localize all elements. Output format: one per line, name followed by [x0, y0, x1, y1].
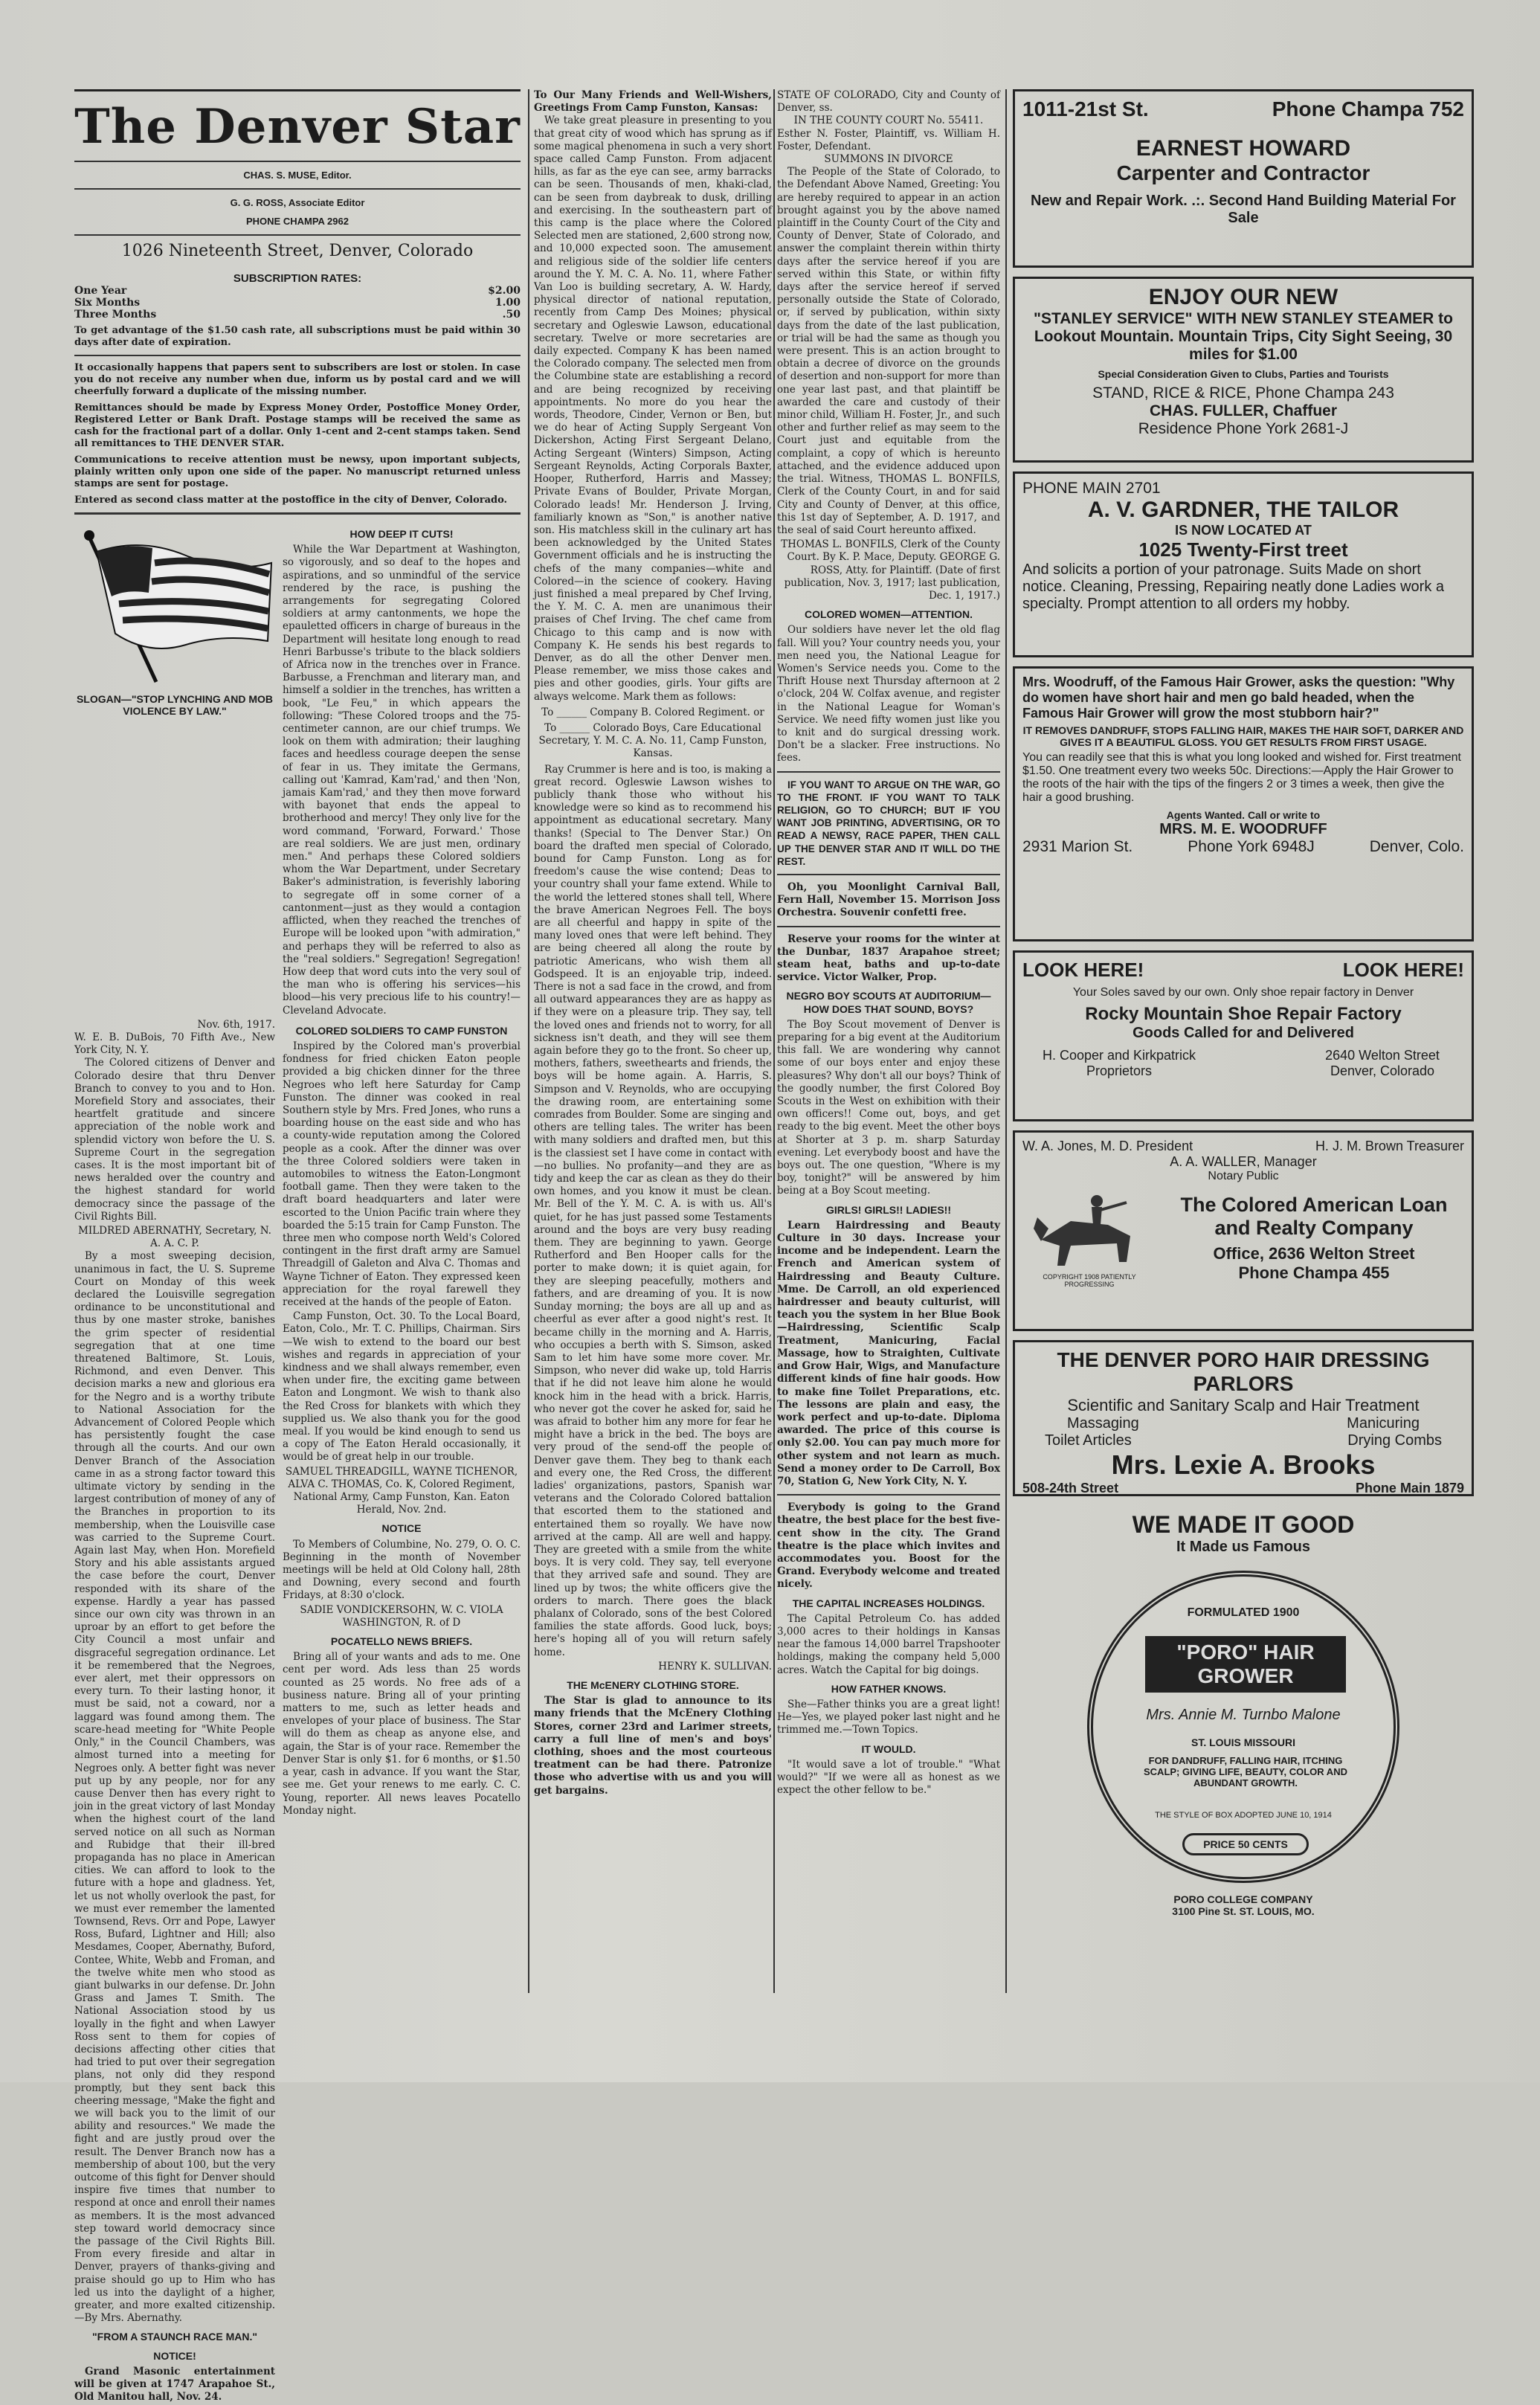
ad-row — [1022, 1415, 1464, 1432]
sub-label: Three Months — [74, 309, 157, 321]
sub-note: To get advantage of the $1.50 cash rate, all subscriptions must be paid within 30 days after date of expiration. — [74, 325, 521, 348]
article-body: The Boy Scout movement of Denver is preparing for a big event at the Auditorium this fall. We are wondering why cannot some of our boys enter and enjoy these pleasures? Why don't all our boys? Think of the goodly number, the first Colored Boy Scouts in the West on exhibition with their own officers!! Come out, boys, and get ready to the big event. Meet the other boys at Shorter at 3 p. m. sharp Saturday evening. Let everybody boost and have the boys out. The one question, "Where is my boy, tonight?" will be answered by him being at a Boy Scout meeting. — [777, 1018, 1000, 1197]
ad-intro: Mrs. Woodruff, of the Famous Hair Grower, asks the question: "Why do women have short hair and men go bald headed, when the Famous Hair Grower will grow the most stubborn hair?" — [1022, 675, 1455, 721]
article-body: She—Father thinks you are a great light! He—Yes, we played poker last night and he trimmed me.—Town Topics. — [777, 1698, 1000, 1736]
ad-row — [1022, 838, 1464, 856]
column-rule — [773, 89, 775, 1993]
ad-name: The Colored American Loan and Realty Company — [1180, 1193, 1448, 1239]
sub-price: .50 — [502, 309, 521, 321]
ad-phone: Phone Champa 455 — [1238, 1263, 1390, 1282]
ad-poro-parlors — [1013, 1340, 1474, 1496]
seal-use: FOR DANDRUFF, FALLING HAIR, ITCHING SCALP; GIVING LIFE, BEAUTY, COLOR AND ABUNDANT GROWTH. — [1144, 1755, 1347, 1789]
column-ads — [1013, 89, 1474, 2053]
ad-l1: Scientific and Sanitary Scalp and Hair Treatment — [1067, 1396, 1420, 1414]
ad-h5: CHAS. FULLER, Chaffuer — [1150, 402, 1337, 419]
ad-h6: Residence Phone York 2681-J — [1138, 420, 1349, 437]
article-body: Inspired by the Colored man's proverbial fondness for fried chicken Eaton people provided a big chicken dinner for the three Negroes who left here Saturday for Camp Funston. The dinner was cooked in real Southern style by Mrs. Fred Jones, who runs a boarding house on the east side and who has a county-wide reputation among the Colored people as a cook. After the dinner was over the three Colored soldiers were taken in automobiles to witness the Eaton-Longmont football game. Then they were taken to the draft board headquarters and later were escorted to the Union Pacific train where they boarded the 5:15 train for Camp Funston. The three men who compose north Weld's Colored contingent in the first draft army are Samuel Threadgill of Galeton and Alva C. Thomas and Wayne Tichner of Eaton. They expressed keen appreciation for the royal farewell they received at the hands of the people of Eaton. — [283, 1040, 521, 1308]
ad-name: EARNEST HOWARD — [1135, 136, 1351, 161]
ad-copyright: COPYRIGHT 1908 PATIENTLY PROGRESSING — [1043, 1273, 1136, 1288]
notice-heading: NOTICE! — [153, 2349, 196, 2362]
ad-loan-art — [1022, 1188, 1156, 1288]
ad-h2: It Made us Famous — [1176, 1539, 1311, 1555]
american-flag-icon — [74, 522, 275, 686]
flag-caption: SLOGAN—"STOP LYNCHING AND MOB VIOLENCE BY LAW." — [76, 693, 274, 717]
sub-price: $2.00 — [488, 285, 521, 297]
legal-parties: Esther N. Foster, Plaintiff, vs. William H. Foster, Defendant. — [777, 127, 1000, 152]
sub-label: Six Months — [74, 297, 141, 309]
masthead-editor: CHAS. S. MUSE, Editor. — [243, 170, 352, 181]
ad-treas: H. J. M. Brown Treasurer — [1315, 1139, 1464, 1153]
ad-h3: Special Consideration Given to Clubs, Parties and Tourists — [1098, 368, 1389, 380]
sub-p3: Communications to receive attention must be newsy, upon important subjects, plainly written only upon one side of the paper. No manuscript returned unless stamps are sent for postage. — [74, 454, 521, 489]
seal-city: ST. LOUIS MISSOURI — [1191, 1736, 1295, 1748]
closing-line: "FROM A STAUNCH RACE MAN." — [92, 2331, 257, 2343]
ad-name: Rocky Mountain Shoe Repair Factory — [1085, 1004, 1402, 1024]
ad-agents: Agents Wanted. Call or write to — [1166, 809, 1321, 821]
ad-right: 2640 Welton Street Denver, Colorado — [1325, 1048, 1440, 1078]
notice-heading: NOTICE — [381, 1522, 422, 1535]
ad-phone: Phone Champa 752 — [1272, 97, 1464, 120]
legal-body: The People of the State of Colorado, to the Defendant Above Named, Greeting: You are hereby required to appear in an action brought against you by the above named plaintiff in the County Court of the City and County of Denver, State of Colorado, and answer the complaint therein within thirty days after the service hereof if you are served within this State, or within fifty days after the service hereof if served personally outside the State of Colorado, or, if served by publication, within sixty days from the date of the last publication, or trial will be had the same as though you were present. This is an action brought to obtain a decree of divorce on the grounds of desertion and non-support for more than one year last past, and that plaintiff be awarded the care and custody of their minor child, William H. Foster, Jr., and such other and further relief as may seem to the Court just and equitable from the complaint, a copy of which is hereunto attached, and the evidence adduced upon the trial. Witness, THOMAS L. BONFILS, Clerk of the County Court, in and for said City and County of Denver, at this office, this 1st day of September, A. D. 1917, and the seal of said Court hereunto affixed. — [777, 166, 1000, 536]
sub-label: One Year — [74, 285, 127, 297]
sub-row — [74, 297, 521, 309]
ad-h1: ENJOY OUR NEW — [1148, 285, 1338, 309]
masthead-title: The Denver Star — [74, 99, 521, 155]
ad-row — [1022, 1139, 1464, 1154]
column-3 — [777, 89, 1000, 2008]
article-heading: HOW DEEP IT CUTS! — [349, 528, 454, 540]
ad-left: H. Cooper and Kirkpatrick Proprietors — [1042, 1048, 1196, 1078]
ad-stanley — [1013, 277, 1474, 463]
masthead — [74, 89, 521, 260]
ad-loc: IS NOW LOCATED AT — [1175, 523, 1312, 538]
sub-p4: Entered as second class matter at the postoffice in the city of Denver, Colorado. — [74, 495, 508, 506]
ad-phone: PHONE MAIN 2701 — [1022, 480, 1161, 497]
seal-price: PRICE 50 CENTS — [1182, 1833, 1309, 1855]
col1-lower — [74, 1019, 521, 2405]
notice-signers: SADIE VONDICKERSOHN, W. C. VIOLA WASHINGTON, R. of D — [300, 1603, 503, 1629]
ad-addr: 508-24th Street — [1022, 1481, 1119, 1496]
ad-body: And solicits a portion of your patronage. Suits Made on short notice. Cleaning, Pressing, Repairing neatly done Ladies work a specialty. Prompt attention to all orders my hobby. — [1022, 561, 1445, 612]
article-heading: IT WOULD. — [861, 1742, 916, 1755]
argue-notice: IF YOU WANT TO ARGUE ON THE WAR, GO TO THE FRONT. IF YOU WANT TO TALK RELIGION, GO TO CHURCH; BUT IF YOU WANT JOB PRINTING, ADVERTISING, OR TO READ A NEWSY, RACE PAPER, THEN CALL UP THE DENVER STAR AND IT WILL DO THE REST. — [777, 779, 1000, 867]
ad-addr: 1025 Twenty-First treet — [1138, 538, 1348, 561]
subscription-heading: SUBSCRIPTION RATES: — [233, 272, 362, 285]
ad-poro-grower — [1013, 1505, 1474, 1944]
article-body: Learn Hairdressing and Beauty Culture in 30 days. Increase your income and be independent. Learn the French and American system of Hairdressing and Beauty Culture. Mme. De Carroll, an old experienced hairdresser and beauty culturist, will teach you the system in her Blue Book—Hairdressing, Scientific Scalp Treatment, Manicuring, Facial Massage, how to Straighten, Cultivate and Grow Hair, Wigs, and Manufacture different kinds of fine hair goods. How to make fine Toilet Preparations, etc. The lessons are plain and easy, the work perfect and up-to-date. Diploma awarded. The price of this course is only $2.00. You can pay much more for other system and not learn as much. Send a money order to De Carroll, Box 70, Station G, New York City, N. Y. — [777, 1219, 1000, 1487]
ad-name: A. V. GARDNER, THE TAILOR — [1087, 498, 1399, 522]
column-rule — [528, 89, 529, 1993]
ad-addr: 3100 Pine St. ST. LOUIS, MO. — [1172, 1905, 1315, 1917]
article-body: Ray Crummer is here and is too, is making a great record. Ogleswie Lawson wishes to publicly thank those who without his knowledge were so kind as to recommend his appointment as educational secretary. Many thanks! (Special to The Denver Star.) On board the drafted men special of Colorado, bound for Camp Funston. Long as for freedom's cause the wise contend; Deas to your country shall your fame extend. While to the world the lettered stones shall tell, Where the brave American Negroes Fell. The boys are all cheerful and happy in spite of the many loved ones that were left behind. They are being cheered all along the route by patriotic Americans, who wish them all Godspeed. It is an enjoyable trip, indeed. There is not a sad face in the crowd, and from all outward appearances they are as happy as if they were on a pleasure trip. They say, tell the loved ones and friends not to worry, for all sickness isn't death, and they will see them again before they go to the front. So cheer up, mothers, fathers, sweethearts and friends, the boys will be home again. A. Harris, S. Simpson and V. Reynolds, who are occupying the drawing room, are entertaining some comrades from Boulder. Some are singing and others are telling tales. The writer has been with many soldiers and drafted men, but this is the classiest set I have come in contact with—no bullies. No profanity—and they are as tidy and keep the car as clean as they do their own homes, and you know it must be clean. Mr. Bell of the Y. M. C. A. is with us. All's quiet, for he has just passed some Testaments around and the boys are very busy reading them. They are beginning to yawn. George Rutherford and Ben Hooper calls for the porter to make down; it is quiet again, for they are sleeping peacefully, mothers and fathers, and are dreaming of you. It is now Sunday morning; the boys are all up and as cheerful as ever after a good night's rest. It became chilly in the morning and A. Harris, who occupies a berth with S. Simson, asked Sam to let him have some more cover. Mr. Simpson, who never did wake up, told Harris that if he did not leave him alone he would knock him in the head with a brick. Harris, who never got the cover he asked for, said he was afraid to bother him any more for fear he might have a brick in the bed. The boys are very proud of the send-off the people of Denver gave them. They beg to thank each and every one, the Red Cross, the different ladies' organizations, pastors, Spanish war veterans and the Colorado Colored battalion that escorted them to the stationed and entertained them so royally. We have now arrived at the camp. All are well and happy. They are greeted with a smile from the white boys. It is very cold. They say, tell everyone that they arrived safe and sound. They are lined up by twos; the white officers give the orders to march. There goes the black phalanx of Colorado, sons of the best Colored families the state affords. Good luck, boys; here's hoping all of you will return safely home. — [534, 763, 772, 1658]
letter-date: Nov. 6th, 1917. — [197, 1018, 275, 1031]
article-heading: POCATELLO NEWS BRIEFS. — [330, 1635, 473, 1648]
legal-sign: THOMAS L. BONFILS, Clerk of the County Court. By K. P. Mace, Deputy. GEORGE G. ROSS, Atty. for Plaintiff. (Date of first publication, Nov. 3, 1917; last publication, Dec. 1, 1917.) — [781, 538, 1000, 602]
article-body: We take great pleasure in presenting to you that great city of wood which has sprung as if some magical phenomena in such a very short space called Camp Funston. From adjacent hills, as far as the eye can see, army barracks can be seen. Thousands of men, khaki-clad, can be seen from daybreak to dusk, drilling and exercising. In the southeastern part of this camp is the place where the Colored Selected men are stationed, 2,600 strong now, and 10,000 expected soon. The amusement and religious side of the soldier life centers around the Y. M. C. A. No. 11, where Father Van Loo is building secretary, A. W. Hardy, physical director of national reputation, recently from Camp Des Moines; physical secretary and Ogleswie Lawson, educational secretary. Twelve or more secretaries are daily expected. Company K has been named the Colorado company. The selected men from the Columbine state are establishing a record and are being recognized by receiving appointments. No more do you hear the words, Theodore, Cinder, Vernon or Ben, but we do hear of Acting Supply Sergeant Von Dickershon, Acting First Sergeant Delano, Acting Sergeant (Winters) Simpson, Acting Sergeant Reynolds, Acting Corporals Baxter, Hooper, Rutherford, Harris and Massey; Private Evans of Boulder, Private Morgan, Colorado leads! Mr. Henderson J. Irving, familiarly known as "Son," is another native son. His matchless skill in the culinary art has been acknowledged by the United States Government officials and he is instructing the chefs of the many companies—white and Colored—in the science of cookery. Having just finished a meal prepared by Chef Irving, the Y. M. C. A. men are unanimous their praises of Chef Irving. The chef came from Chicago to this camp and is now with Company K. He sends his best regards to Denver, as do all the other Denver men. Please remember, we miss those cakes and pies and other goodies, girls. Your gifts are always welcome. Mark them as follows: — [534, 115, 772, 703]
how-deep-article — [283, 522, 521, 1019]
letter-signer: MILDRED ABERNATHY, Secretary, N. A. A. C. P. — [78, 1224, 271, 1250]
ad-look: LOOK HERE! — [1342, 959, 1464, 981]
ad-line: Your Soles saved by our own. Only shoe repair factory in Denver — [1072, 986, 1414, 999]
article-heading: COLORED SOLDIERS TO CAMP FUNSTON — [295, 1024, 508, 1037]
ad-office: Office, 2636 Welton Street — [1213, 1243, 1415, 1263]
article-heading: THE CAPITAL INCREASES HOLDINGS. — [792, 1597, 985, 1609]
segregation-article: By a most sweeping decision, unanimous in fact, the U. S. Supreme Court on Monday of this week declared the Louisville segregation ordinance to be unconstitutional and thus by one master stroke, banishes the grim specter of residential segregation that at one time threatened Baltimore, St. Louis, Richmond, and even Denver. This decision marks a new and glorious era for the Negro and is a worthy tribute to National Association for the Advancement of Colored People which has persistently fought the case through all the courts. And our own Denver Branch of the Association came in as a strong factor toward this ultimate victory by sending in the largest contribution of money of any of the Branches in proportion to its membership, when the Louisville case was carried to the Supreme Court. Again last May, when Hon. Morefield Story and his able assistants argued the case before the court, Denver responded with its share of the expense. Hardly a year has passed since our own city was thrown in an uproar by an effort to get before the City Council a most unfair and disgraceful segregation ordinance. Let it be remembered that the Negroes, ever alert, met their oppressors on every turn. To their lasting honor, it must be said, not a coward, nor a laggard was found among them. The scare-head meeting for "White People Only," in the Council Chambers, was almost turned into a meeting for Negroes only. A better fight was never put up by any people, nor for any cause Denver then has every right to join in the great victory of last Monday when the highest court of the land served notice on all such as Norman and Rubidge that their ill-bred propaganda has no place in American cities. We can afford to look to the future with a hope and gladness. Yet, let us not wholly overlook the past, for we must ever remember the lamented Townsend, Revs. Orr and Pope, Lawyer Ross, Bufard, Lightner and Hill; also Mesdames, Cooper, Abernathy, Buford, Contee, White, Webb and Froman, and the twelve white men who stood as giant bulwarks in our defense. Dr. John Grass and James T. Smith. The National Association stood by us loyally in the fight and when Lawyer Ross sent to them for copies of decisions affecting other cities that had tried to put over their segregation plans, not only did they respond promptly, but they sent back this cheering message, "Make the fight and we will back you to the limit of our ability and resources." We made the fight and are justly proud over the result. The Denver Branch now has a membership of about 100, but the very outcome of this fight for Denver should inspire five times that number to respond at once and enroll their names as members. It is the most advanced step toward world democracy since the passage of the Civil Rights Bill. From every fireside and altar in Denver, prayers of thanks-giving and praise should go up to Him who has led us into the daylight of a higher, greater, and more exalted citizenship.—By Mrs. Abernathy. — [74, 1250, 275, 2325]
ad-row — [1022, 97, 1464, 121]
article-body: Our soldiers have never let the old flag fall. Will you? Your country needs you, your men need you, the National League for Women's Service needs you. Come to the Thrift House next Thursday afternoon at 2 o'clock, 204 W. Colfax avenue, and register in the National League for Woman's Service. We need fifty women just like you to knit and do surgical dressing work. Don't be a slacker. Free instructions. No fees. — [777, 624, 1000, 764]
ad-line: New and Repair Work. .:. Second Hand Building Material For Sale — [1031, 193, 1456, 226]
ad-look: LOOK HERE! — [1022, 959, 1144, 981]
address-block: To ______ Company B. Colored Regiment. or — [541, 706, 764, 718]
ad-company: PORO COLLEGE COMPANY — [1173, 1893, 1313, 1905]
ad-h1: WE MADE IT GOOD — [1132, 1511, 1355, 1538]
article-body: The Capital Petroleum Co. has added 3,000 acres to their holdings in Kansas near the famous 14,000 barrel Trapshooter holdings, making the company held 5,000 acres. Watch the Capital for big doings. — [777, 1612, 1000, 1676]
article-heading: To Our Many Friends and Well-Wishers, Greetings From Camp Funston, Kansas: — [534, 89, 772, 115]
notice-body: Grand Masonic entertainment will be given at 1747 Arapahoe St., Old Manitou hall, Nov. 24. — [74, 2365, 275, 2404]
ad-addr: 1011-21st St. — [1022, 97, 1149, 120]
ad-l4: Toilet Articles — [1045, 1432, 1132, 1449]
ad-loan-text — [1164, 1194, 1464, 1283]
ad-name: THE DENVER PORO HAIR DRESSING PARLORS — [1057, 1348, 1430, 1395]
col1-right-stories — [283, 1019, 521, 2405]
flag-section — [74, 522, 521, 1019]
article-signer: HENRY K. SULLIVAN. — [658, 1660, 772, 1672]
seal-top: FORMULATED 1900 — [1187, 1606, 1300, 1619]
article-body: The Star is glad to announce to its many friends that the McEnery Clothing Stores, corner 23rd and Larimer streets, carry a full line of men's and boys' clothing, shoes and the most courteous treatment can be had there. Patronize those who advertise with us and you will get bargains. — [534, 1695, 772, 1797]
address-block: To ______ Colorado Boys, Care Educational Secretary, Y. M. C. A. No. 11, Camp Funston, Kansas. — [538, 721, 767, 760]
ad-phone: Phone Main 1879 — [1355, 1481, 1464, 1496]
dubois-letter — [74, 1019, 275, 2405]
article-heading: COLORED WOMEN—ATTENTION. — [804, 608, 973, 621]
rider-on-donkey-icon — [1026, 1188, 1153, 1269]
ad-addr: 2931 Marion St. — [1022, 838, 1133, 855]
ad-howard — [1013, 89, 1474, 268]
ad-body: You can readily see that this is what you long looked and wished for. First treatment $1.50. One treatment every two weeks 50c. Directions:—Apply the Hair Grower to the roots of the hair with the tips of the fingers 2 or 3 times a week, then give the hair a good brushing. — [1022, 751, 1461, 804]
masthead-assoc: G. G. ROSS, Associate Editor — [230, 197, 365, 208]
ad-mgr: A. A. WALLER, Manager — [1170, 1154, 1317, 1169]
ad-row — [1022, 1432, 1464, 1449]
legal-court: IN THE COUNTY COURT No. 55411. — [793, 115, 984, 127]
ad-pres: W. A. Jones, M. D. President — [1022, 1139, 1193, 1153]
column-2 — [534, 89, 772, 2008]
ad-loan-body — [1022, 1188, 1464, 1288]
ad-notary: Notary Public — [1208, 1170, 1279, 1182]
ad-h4: STAND, RICE & RICE, Phone Champa 243 — [1092, 384, 1394, 402]
ad-caps: IT REMOVES DANDRUFF, STOPS FALLING HAIR, MAKES THE HAIR SOFT, DARKER AND GIVES IT A BEAUTIFUL GLOSS. YOU GET RESULTS FROM FIRST USAGE. — [1022, 724, 1464, 748]
article-heading: GIRLS! GIRLS!! LADIES!! — [826, 1203, 951, 1216]
masthead-phone: PHONE CHAMPA 2962 — [246, 216, 349, 227]
ad-city: Denver, Colo. — [1369, 838, 1464, 855]
legal-summons: SUMMONS IN DIVORCE — [824, 153, 953, 166]
ad-loan — [1013, 1130, 1474, 1331]
article-body: While the War Department at Washington, so vigorously, and so deaf to the hopes and aspirations, and so unmindful of the service rendered by the race, is pushing the arrangements for segregating Colored soldiers at army cantonments, we hope the epauletted officers in charge of bureaus in the Department will hesitate long enough to read Henri Barbusse's tribute to the black soldiers of Africa now in the trenches over in France. Barbusse, a Frenchman and literary man, and himself a soldier in the trenches, has written a book, "Le Feu," in which appears the following: "These Colored troops and the 75-centimeter cannon, are our chief trumps. We look on them with admiration; their laughing faces and heedless courage deepen the sense of fear in us. They imitate the Germans, calling out 'Kamrad, Kam'rad,' and then 'Non, jamais Kam'rad,' and they then move forward with bayonet that ends the appeal to brotherhood and mercy! They only live for the word command, 'Forward, Forward.' Those are real soldiers. We are just men, ordinary men." And perhaps these Colored soldiers whom the War Department, under Secretary Baker's administration, is feverishly laboring to segregate off in some corner of a cantonment—just as they would a contagion afflicted, when they reached the trenches of Europe will be looked upon "with admiration," and perhaps they will be referred to also as the "real soldiers." Segregation! Segregation! How deep that word cuts into the very soul of the man who is offering his services—his blood—his very precious life to his country!—Cleveland Advocate. — [283, 544, 521, 1017]
poro-seal — [1087, 1571, 1399, 1883]
dunbar-notice: Reserve your rooms for the winter at the Dunbar, 1837 Arapahoe street; steam heat, baths and up-to-date service. Victor Walker, Prop. — [777, 933, 1000, 984]
grand-notice: Everybody is going to the Grand theatre, the best place for the best five-cent show in the city. The Grand theatre is the place which invites and accommodates you. Boost for the Grand. Everybody welcome and treated nicely. — [777, 1501, 1000, 1591]
ad-row — [1022, 1481, 1464, 1496]
ad-shoe — [1013, 950, 1474, 1121]
letter-body: The Colored citizens of Denver and Colorado desire that thru Denver Branch to convey to you and to Hon. Morefield Story and associates, their heartfelt gratitude and sincere appreciation of the noble work and splendid victory won before the U. S. Supreme Court in the segregation cases. It is the most important bit of news heralded over the country and the highest standard for world democracy since the passage of the Civil Rights Bill. — [74, 1057, 275, 1223]
sub-p1: It occasionally happens that papers sent to subscribers are lost or stolen. In case you do not receive any number when due, inform us by postal card and we will cheerfully forward a duplicate of the missing number. — [74, 362, 521, 397]
legal-head: STATE OF COLORADO, City and County of Denver, ss. — [777, 89, 1000, 115]
ad-gardner — [1013, 471, 1474, 657]
masthead-address: 1026 Nineteenth Street, Denver, Colorado — [121, 242, 474, 260]
column-rule — [1005, 89, 1007, 1993]
pocatello-body: Bring all of your wants and ads to me. One cent per word. Ads less than 25 words counted as 25 words. No free ads of a business nature. Bring all of your printing matters to me, such as letter heads and envelopes of your place of business. The Star will do them as cheap as anyone else, and again, the Star is of your race. Remember the Denver Star is only $1. for 6 months, or $1.50 a year, cash in advance. If you want the Star, see me. Get your renews to me early. C. C. Young, reporter. All news leaves Pocatello Monday night. — [283, 1651, 521, 1817]
ad-l2: Massaging — [1067, 1415, 1139, 1432]
article-body: "It would save a lot of trouble." "What would?" "If we were all as honest as we expect the other fellow to be." — [777, 1758, 1000, 1797]
seal-bottom: THE STYLE OF BOX ADOPTED JUNE 10, 1914 — [1155, 1811, 1332, 1820]
ad-h2: "STANLEY SERVICE" WITH NEW STANLEY STEAMER to Lookout Mountain. Mountain Trips, City Sight Seeing, 30 miles for $1.00 — [1033, 310, 1453, 363]
ad-phone: Phone York 6948J — [1188, 838, 1315, 855]
article-heading: HOW FATHER KNOWS. — [831, 1682, 947, 1695]
ad-row — [1022, 959, 1464, 982]
notice-body: To Members of Columbine, No. 279, O. O. C. Beginning in the month of November meetings will be held at Old Colony hall, 28th and Downing, every second and fourth Fridays, at 8:30 o'clock. — [283, 1538, 521, 1602]
article-heading: NEGRO BOY SCOUTS AT AUDITORIUM—HOW DOES THAT SOUND, BOYS? — [786, 990, 991, 1015]
sub-price: 1.00 — [494, 297, 521, 309]
ad-owner: Mrs. Lexie A. Brooks — [1111, 1449, 1376, 1480]
column-1 — [74, 89, 521, 2404]
sub-row — [74, 309, 521, 321]
sub-row — [74, 285, 521, 297]
soldiers-letter: Camp Funston, Oct. 30. To the Local Board, Eaton, Colo., Mr. T. C. Phillips, Chairman. Sirs—We wish to extend to the board our best wishes and regards in appreciation of your kindness and we shall always remember, even when under fire, the exciting game between Eaton and Longmont. We wish to thank also the Red Cross for blankets with which they supplied us. We also thank you for the good meal. If you would be kind enough to send us a copy of The Eaton Herald occasionally, it would be of great help in our trouble. — [283, 1310, 521, 1464]
article-heading: THE McENERY CLOTHING STORE. — [567, 1678, 739, 1691]
letter-to: W. E. B. DuBois, 70 Fifth Ave., New York City, N. Y. — [74, 1031, 275, 1057]
flag-left — [74, 522, 275, 717]
ad-name: MRS. M. E. WOODRUFF — [1159, 821, 1327, 837]
seal-by: Mrs. Annie M. Turnbo Malone — [1146, 1707, 1341, 1723]
sub-p2: Remittances should be made by Express Money Order, Postoffice Money Order, Registered Letter or Bank Draft. Postage stamps will be received the same as cash for the fractional part of a dollar. Only 1-cent and 2-cent stamps taken. Send all remittances to THE DENVER STAR. — [74, 402, 521, 449]
ad-l3: Manicuring — [1347, 1415, 1420, 1432]
seal-name: "PORO" HAIR GROWER — [1145, 1636, 1346, 1693]
moonlight-notice: Oh, you Moonlight Carnival Ball, Fern Hall, November 15. Morrison Joss Orchestra. Souvenir confetti free. — [777, 880, 1000, 919]
ad-goods: Goods Called for and Delivered — [1133, 1025, 1354, 1041]
ad-l5: Drying Combs — [1347, 1432, 1442, 1449]
ad-trade: Carpenter and Contractor — [1116, 161, 1370, 184]
soldiers-signers: SAMUEL THREADGILL, WAYNE TICHENOR, ALVA C. THOMAS, Co. K, Colored Regiment, National Army, Camp Funston, Kan. Eaton Herald, Nov. 2nd. — [285, 1465, 518, 1516]
ad-row — [1022, 1048, 1464, 1079]
ad-woodruff — [1013, 666, 1474, 941]
